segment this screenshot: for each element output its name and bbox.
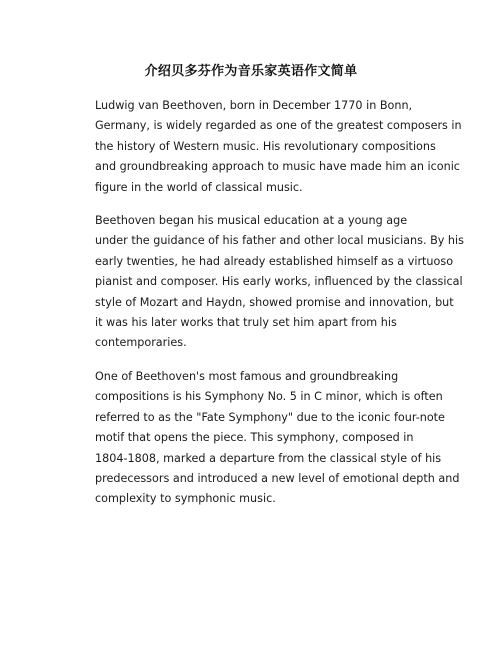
paragraph-line: referred to as the "Fate Symphony" due to the iconic four-note: [95, 410, 445, 424]
paragraph-line: early twenties, he had already established himself as a virtuoso: [95, 254, 454, 268]
paragraph-line: One of Beethoven's most famous and groundbreaking: [95, 369, 399, 383]
paragraph-line: Germany, is widely regarded as one of the greatest composers in: [95, 119, 462, 133]
paragraph-line: and groundbreaking approach to music have made him an iconic: [95, 160, 460, 174]
paragraph-line: it was his later works that truly set him apart from his: [95, 316, 397, 330]
document-body: [73, 96, 464, 523]
paragraph-line: Beethoven began his musical education at a young age: [95, 214, 408, 228]
paragraph-line: the history of Western music. His revolutionary compositions: [95, 139, 436, 153]
paragraph-line: figure in the world of classical music.: [95, 180, 303, 194]
paragraph-line: contemporaries.: [95, 336, 187, 350]
paragraph-3: [73, 367, 460, 510]
paragraph-line: Ludwig van Beethoven, born in December 1770 in Bonn,: [95, 99, 413, 112]
paragraph-2: [73, 211, 464, 354]
paragraph-1: [73, 96, 462, 198]
paragraph-line: predecessors and introduced a new level of emotional depth and: [95, 471, 460, 485]
paragraph-line: complexity to symphonic music.: [95, 492, 276, 506]
paragraph-line: under the guidance of his father and other local musicians. By his: [95, 234, 464, 248]
paragraph-line: 1804-1808, marked a departure from the classical style of his: [95, 451, 442, 465]
paragraph-line: motif that opens the piece. This symphony, composed in: [95, 431, 414, 445]
paragraph-line: style of Mozart and Haydn, showed promise and innovation, but: [95, 295, 454, 309]
paragraph-line: compositions is his Symphony No. 5 in C minor, which is often: [95, 390, 443, 404]
paragraph-line: pianist and composer. His early works, influenced by the classical: [95, 275, 463, 289]
document-title: 介绍贝多芬作为音乐家英语作文简单: [144, 64, 358, 79]
